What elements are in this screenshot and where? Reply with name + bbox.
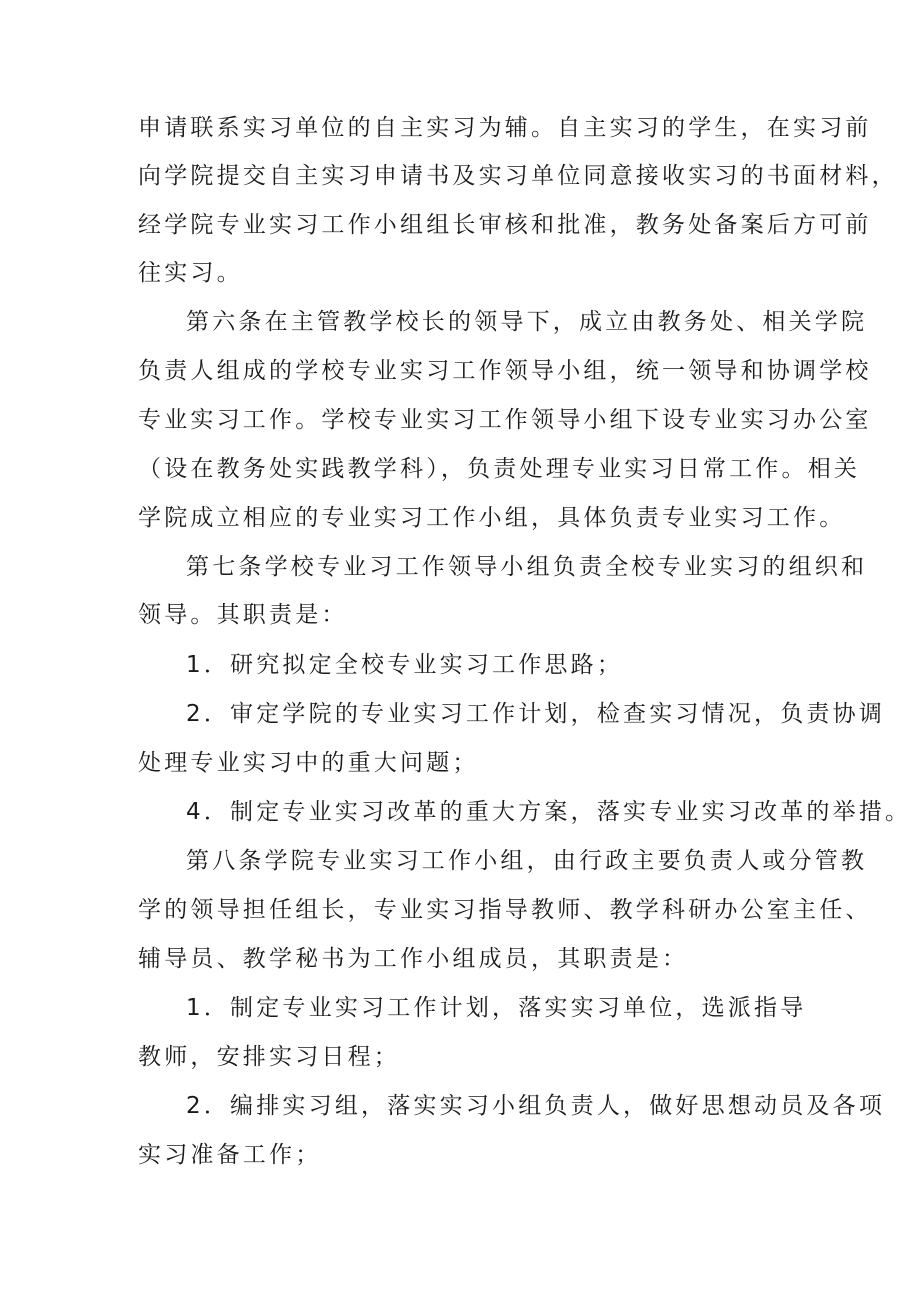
- paragraph-line: 学的领导担任组长，专业实习指导教师、教学科研办公室主任、: [138, 897, 872, 923]
- list-item: 4．制定专业实习改革的重大方案，落实专业实习改革的举措。: [186, 799, 912, 825]
- list-item: 1．制定专业实习工作计划，落实实习单位，选派指导: [186, 995, 807, 1021]
- paragraph-line: 申请联系实习单位的自主实习为辅。自主实习的学生，在实习前: [138, 115, 872, 141]
- paragraph-line: 领导。其职责是：: [138, 602, 348, 628]
- paragraph-line: 辅导员、教学秘书为工作小组成员，其职责是：: [138, 946, 689, 972]
- list-item: 2．编排实习组，落实实习小组负责人，做好思想动员及各项: [186, 1093, 886, 1119]
- article-6-line: 第六条在主管教学校长的领导下，成立由教务处、相关学院: [186, 309, 868, 335]
- paragraph-line: 教师，安排实习日程；: [138, 1044, 400, 1070]
- paragraph-line: 负责人组成的学校专业实习工作领导小组，统一领导和协调学校: [138, 358, 872, 384]
- article-7-line: 第七条学校专业习工作领导小组负责全校专业实习的组织和: [186, 554, 868, 580]
- article-8-line: 第八条学院专业实习工作小组，由行政主要负责人或分管教: [186, 848, 868, 874]
- paragraph-line: （设在教务处实践教学科），负责处理专业实习日常工作。相关: [138, 456, 861, 482]
- paragraph-line: 学院成立相应的专业实习工作小组，具体负责专业实习工作。: [138, 505, 846, 531]
- list-item: 2．审定学院的专业实习工作计划，检查实习情况，负责协调: [186, 701, 886, 727]
- paragraph-line: 实习准备工作；: [138, 1142, 322, 1168]
- paragraph-line: 往实习。: [138, 260, 243, 286]
- paragraph-line: 处理专业实习中的重大问题；: [138, 750, 479, 776]
- list-item: 1．研究拟定全校专业实习工作思路；: [186, 652, 624, 678]
- paragraph-line: 向学院提交自主实习申请书及实习单位同意接收实习的书面材料，: [138, 163, 898, 189]
- paragraph-line: 经学院专业实习工作小组组长审核和批准，教务处备案后方可前: [138, 212, 872, 238]
- paragraph-line: 专业实习工作。学校专业实习工作领导小组下设专业实习办公室: [138, 407, 872, 433]
